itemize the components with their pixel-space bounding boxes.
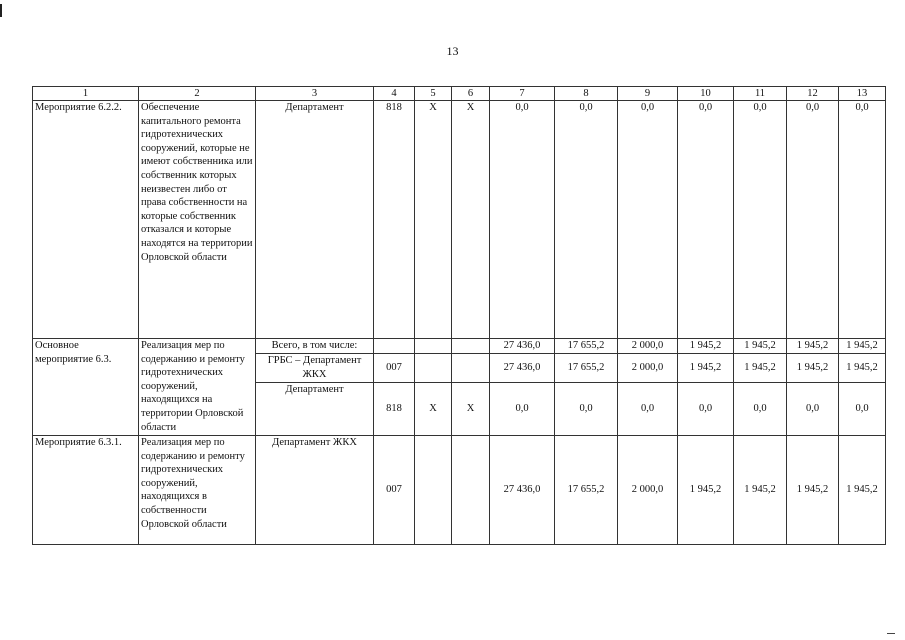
value-cell: 1 945,2 <box>734 354 787 383</box>
event-name-cell: Реализация мер по содержанию и ремонту гидротехнических сооружений, находящихся в собственности Орловской области <box>139 436 256 545</box>
csr-cell: X <box>452 101 490 339</box>
value-cell: 1 945,2 <box>839 339 886 354</box>
value-cell: 0,0 <box>787 383 839 436</box>
executor-cell: ГРБС – Департамент ЖКХ <box>256 354 374 383</box>
value-cell: 1 945,2 <box>734 436 787 545</box>
value-cell: 0,0 <box>678 101 734 339</box>
value-cell: 2 000,0 <box>618 354 678 383</box>
page-number: 13 <box>446 44 459 58</box>
executor-cell: Департамент <box>256 101 374 339</box>
column-header: 6 <box>452 87 490 101</box>
value-cell: 0,0 <box>490 101 555 339</box>
event-cell: Мероприятие 6.3.1. <box>33 436 139 545</box>
column-header: 4 <box>374 87 415 101</box>
value-cell: 27 436,0 <box>490 354 555 383</box>
value-cell: 2 000,0 <box>618 339 678 354</box>
rzpr-cell <box>415 339 452 354</box>
executor-cell: Департамент ЖКХ <box>256 436 374 545</box>
value-cell: 1 945,2 <box>734 339 787 354</box>
value-cell: 27 436,0 <box>490 339 555 354</box>
table-row <box>33 339 886 354</box>
rzpr-cell <box>415 436 452 545</box>
csr-cell <box>452 436 490 545</box>
executor-cell: Всего, в том числе: <box>256 339 374 354</box>
value-cell: 17 655,2 <box>555 339 618 354</box>
value-cell: 1 945,2 <box>678 339 734 354</box>
scan-corner-mark <box>887 633 895 634</box>
rzpr-cell: X <box>415 101 452 339</box>
executor-cell: Департамент <box>256 383 374 436</box>
event-name-cell: Обеспечение капитального ремонта гидротехнических сооружений, которые не имеют собственника или собственник которых неизвестен либо от права собственности на которые собственник отказался и которые находятся на территории Орловской области <box>139 101 256 339</box>
value-cell: 27 436,0 <box>490 436 555 545</box>
event-cell: Мероприятие 6.2.2. <box>33 101 139 339</box>
rzpr-cell: X <box>415 383 452 436</box>
column-header: 12 <box>787 87 839 101</box>
value-cell: 1 945,2 <box>787 339 839 354</box>
grbs-cell: 818 <box>374 101 415 339</box>
column-header: 10 <box>678 87 734 101</box>
column-header: 1 <box>33 87 139 101</box>
value-cell: 1 945,2 <box>678 354 734 383</box>
column-header: 5 <box>415 87 452 101</box>
value-cell: 0,0 <box>839 383 886 436</box>
value-cell: 0,0 <box>555 383 618 436</box>
value-cell: 1 945,2 <box>787 354 839 383</box>
csr-cell <box>452 354 490 383</box>
grbs-cell: 007 <box>374 436 415 545</box>
value-cell: 1 945,2 <box>787 436 839 545</box>
column-header: 7 <box>490 87 555 101</box>
column-header: 13 <box>839 87 886 101</box>
column-header: 8 <box>555 87 618 101</box>
column-header: 3 <box>256 87 374 101</box>
value-cell: 0,0 <box>787 101 839 339</box>
value-cell: 0,0 <box>555 101 618 339</box>
csr-cell <box>452 339 490 354</box>
column-header: 9 <box>618 87 678 101</box>
value-cell: 0,0 <box>734 101 787 339</box>
value-cell: 1 945,2 <box>839 354 886 383</box>
budget-table <box>32 86 886 545</box>
value-cell: 0,0 <box>618 383 678 436</box>
value-cell: 0,0 <box>678 383 734 436</box>
rzpr-cell <box>415 354 452 383</box>
value-cell: 1 945,2 <box>678 436 734 545</box>
csr-cell: X <box>452 383 490 436</box>
grbs-cell: 007 <box>374 354 415 383</box>
table-row <box>33 436 886 545</box>
event-name-cell: Реализация мер по содержанию и ремонту гидротехнических сооружений, находящихся на территории Орловской области <box>139 339 256 436</box>
grbs-cell <box>374 339 415 354</box>
grbs-cell: 818 <box>374 383 415 436</box>
value-cell: 2 000,0 <box>618 436 678 545</box>
value-cell: 0,0 <box>490 383 555 436</box>
column-number-row <box>33 87 886 101</box>
scan-edge-mark <box>0 4 2 17</box>
value-cell: 0,0 <box>839 101 886 339</box>
event-cell: Основное мероприятие 6.3. <box>33 339 139 436</box>
value-cell: 0,0 <box>734 383 787 436</box>
value-cell: 0,0 <box>618 101 678 339</box>
value-cell: 17 655,2 <box>555 436 618 545</box>
column-header: 2 <box>139 87 256 101</box>
column-header: 11 <box>734 87 787 101</box>
value-cell: 17 655,2 <box>555 354 618 383</box>
table-row <box>33 101 886 339</box>
value-cell: 1 945,2 <box>839 436 886 545</box>
